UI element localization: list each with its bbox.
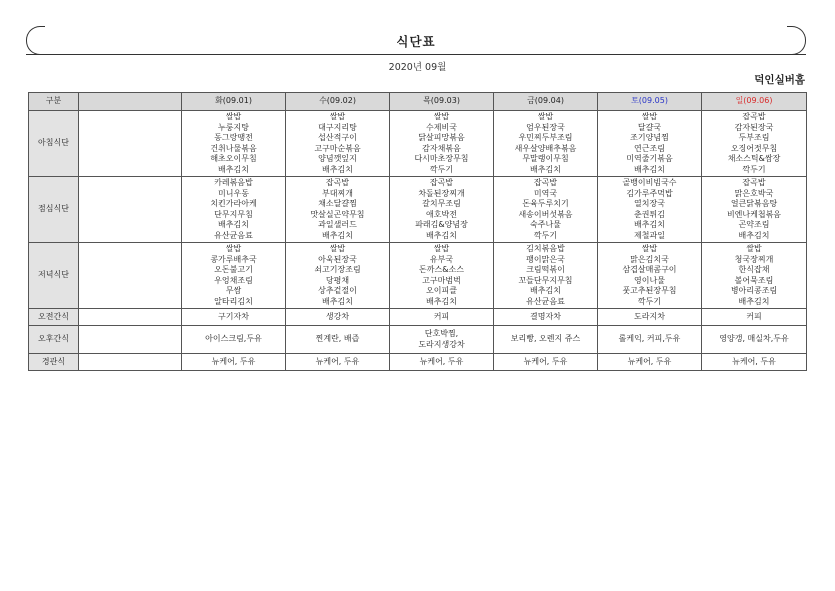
menu-item: 쌀밥 bbox=[329, 244, 346, 253]
menu-item: 크림떡볶이 bbox=[526, 265, 565, 274]
menu-cell bbox=[182, 354, 286, 371]
menu-item: 갈치무조림 bbox=[422, 199, 461, 208]
blank-cell bbox=[79, 354, 182, 371]
menu-item: 양념깻잎지 bbox=[318, 154, 357, 163]
menu-cell bbox=[182, 243, 286, 309]
menu-cell bbox=[286, 326, 390, 354]
header-blank bbox=[79, 93, 182, 111]
menu-item: 배추김치 bbox=[634, 164, 665, 174]
table-row bbox=[29, 111, 807, 177]
menu-item: 배추김치 bbox=[530, 286, 561, 295]
menu-item: 감자된장국 bbox=[734, 122, 774, 132]
menu-cell bbox=[286, 309, 390, 326]
day-header: 수(09.02) bbox=[286, 93, 390, 111]
menu-cell bbox=[598, 326, 702, 354]
menu-item: 열치장국 bbox=[634, 199, 665, 208]
menu-item: 꼬들단무지무침 bbox=[518, 275, 573, 285]
menu-item: 볼어묵조림 bbox=[734, 275, 774, 285]
menu-cell bbox=[702, 111, 807, 177]
menu-item: 카레볶음밥 bbox=[214, 178, 253, 187]
menu-item: 차돌된장찌개 bbox=[418, 188, 465, 198]
day-header: 목(09.03) bbox=[390, 93, 494, 111]
menu-cell bbox=[390, 354, 494, 371]
menu-item: 병아리콩조림 bbox=[730, 286, 778, 295]
menu-item: 쌀밥 bbox=[433, 112, 450, 121]
menu-cell bbox=[286, 111, 390, 177]
menu-item: 미니우동 bbox=[218, 188, 249, 198]
menu-item: 롤케익, 커피,두유 bbox=[618, 334, 681, 344]
menu-item: 결명자차 bbox=[530, 311, 561, 321]
row-label: 오전간식 bbox=[29, 309, 79, 326]
menu-cell bbox=[182, 309, 286, 326]
menu-item: 배추김치 bbox=[322, 296, 353, 306]
menu-item: 한식잡채 bbox=[738, 265, 770, 274]
menu-item: 엄우된장국 bbox=[526, 122, 565, 132]
menu-item: 쌀밥 bbox=[641, 112, 658, 121]
menu-cell bbox=[286, 243, 390, 309]
menu-item: 무말랭이무침 bbox=[522, 154, 569, 163]
day-header: 금(09.04) bbox=[494, 93, 598, 111]
menu-item: 배추김치 bbox=[530, 164, 561, 174]
title-banner bbox=[26, 26, 806, 55]
menu-item: 아욱된장국 bbox=[318, 254, 357, 264]
menu-cell bbox=[182, 326, 286, 354]
row-label: 오후간식 bbox=[29, 326, 79, 354]
menu-item: 섭산적구이 bbox=[318, 133, 357, 142]
day-header-sunday: 일(09.06) bbox=[702, 93, 807, 111]
menu-cell bbox=[598, 243, 702, 309]
menu-item: 해초오이무침 bbox=[210, 154, 257, 163]
menu-item: 오이피클 bbox=[426, 286, 457, 295]
menu-item: 깍두기 bbox=[429, 164, 454, 174]
menu-item: 뉴케어, 두유 bbox=[419, 356, 464, 366]
menu-item: 뉴케어, 두유 bbox=[315, 356, 360, 366]
menu-cell bbox=[494, 354, 598, 371]
menu-cell bbox=[286, 354, 390, 371]
menu-cell bbox=[702, 309, 807, 326]
menu-item: 김치볶음밥 bbox=[526, 244, 565, 253]
menu-item: 제철과일 bbox=[634, 230, 665, 240]
organization-name: 덕인실버홈 bbox=[754, 74, 805, 86]
menu-item: 잡곡밥 bbox=[429, 178, 454, 187]
row-label: 저녁식단 bbox=[29, 243, 79, 309]
menu-item: 골뱅이비빔국수 bbox=[622, 178, 677, 187]
menu-item: 고구마범벅 bbox=[422, 275, 461, 285]
menu-item: 뉴케어, 두유 bbox=[732, 356, 776, 366]
menu-cell bbox=[598, 354, 702, 371]
menu-item: 쌀밥 bbox=[225, 244, 242, 253]
menu-item: 잡곡밥 bbox=[742, 112, 766, 121]
menu-cell bbox=[598, 177, 702, 243]
table-row bbox=[29, 243, 807, 309]
menu-item: 쌀밥 bbox=[225, 112, 242, 121]
menu-item: 두부조림 bbox=[738, 133, 770, 142]
table-row bbox=[29, 354, 807, 371]
menu-item: 뉴케어, 두유 bbox=[523, 356, 568, 366]
menu-item: 배추김치 bbox=[738, 296, 770, 306]
menu-item: 깍두기 bbox=[637, 296, 662, 306]
menu-item: 단호박찜, bbox=[424, 329, 459, 338]
menu-item: 춘권튀김 bbox=[634, 209, 665, 219]
page-title: 식단표 bbox=[396, 34, 436, 49]
menu-cell bbox=[390, 177, 494, 243]
menu-cell bbox=[494, 243, 598, 309]
menu-cell bbox=[494, 309, 598, 326]
menu-item: 우민찌두부조림 bbox=[518, 133, 573, 142]
menu-item: 새송이버섯볶음 bbox=[518, 209, 573, 219]
menu-item: 동그랑땡전 bbox=[214, 133, 253, 142]
menu-item: 대구지리탕 bbox=[318, 122, 357, 132]
menu-item: 잡곡밥 bbox=[533, 178, 558, 187]
menu-table bbox=[28, 92, 807, 371]
table-row bbox=[29, 177, 807, 243]
menu-cell bbox=[182, 177, 286, 243]
menu-item: 곤약조림 bbox=[738, 220, 770, 229]
table-row bbox=[29, 326, 807, 354]
menu-item: 고구마순볶음 bbox=[314, 143, 361, 153]
menu-item: 커피 bbox=[433, 311, 450, 321]
menu-cell bbox=[702, 354, 807, 371]
menu-item: 쌀밥 bbox=[329, 112, 346, 121]
menu-item: 배추김치 bbox=[322, 164, 353, 174]
day-header-saturday: 토(09.05) bbox=[598, 93, 702, 111]
menu-cell bbox=[702, 177, 807, 243]
menu-item: 단무지무침 bbox=[214, 209, 253, 219]
menu-item: 부대찌개 bbox=[322, 188, 353, 198]
menu-item: 찐계란, 배즙 bbox=[315, 334, 360, 344]
menu-item: 잡곡밥 bbox=[742, 178, 766, 187]
menu-item: 유부국 bbox=[429, 254, 454, 264]
menu-item: 깍두기 bbox=[533, 230, 558, 240]
row-label: 아침식단 bbox=[29, 111, 79, 177]
menu-cell bbox=[390, 111, 494, 177]
menu-item: 삼겹살매콤구이 bbox=[622, 265, 677, 274]
menu-item: 김가루주먹밥 bbox=[626, 188, 673, 198]
day-header: 화(09.01) bbox=[182, 93, 286, 111]
menu-item: 쌀밥 bbox=[641, 244, 658, 253]
menu-cell bbox=[182, 111, 286, 177]
menu-item: 도라지생강차 bbox=[418, 339, 465, 349]
menu-item: 오돈불고기 bbox=[214, 265, 253, 274]
menu-item: 뉴케어, 두유 bbox=[211, 356, 256, 366]
menu-item: 콩가루배추국 bbox=[210, 254, 257, 264]
menu-cell bbox=[598, 309, 702, 326]
menu-cell bbox=[494, 326, 598, 354]
menu-item: 과일샐러드 bbox=[318, 220, 357, 229]
menu-item: 당평채 bbox=[325, 275, 350, 285]
blank-cell bbox=[79, 326, 182, 354]
blank-cell bbox=[79, 309, 182, 326]
menu-item: 애호박전 bbox=[426, 209, 457, 219]
menu-item: 배추김치 bbox=[634, 220, 665, 229]
menu-date: 2020년 09월 bbox=[388, 62, 447, 73]
menu-item: 감자채볶음 bbox=[422, 143, 461, 153]
table-row bbox=[29, 309, 807, 326]
menu-cell bbox=[286, 177, 390, 243]
menu-cell bbox=[390, 243, 494, 309]
menu-item: 수제비국 bbox=[426, 122, 457, 132]
menu-item: 채소달걀찜 bbox=[318, 199, 357, 208]
menu-item: 숙주나물 bbox=[530, 220, 561, 229]
menu-item: 쌀밥 bbox=[537, 112, 554, 121]
menu-item: 쌀밥 bbox=[433, 244, 450, 253]
menu-item: 구기자차 bbox=[218, 311, 249, 321]
menu-item: 맛살실곤약무침 bbox=[310, 209, 365, 219]
menu-item: 유산균음료 bbox=[214, 230, 253, 240]
menu-item: 청국장찌개 bbox=[734, 254, 774, 264]
row-label: 점심식단 bbox=[29, 177, 79, 243]
menu-item: 배추김치 bbox=[426, 230, 457, 240]
banner-right-cap bbox=[787, 26, 806, 55]
menu-item: 건취나물볶음 bbox=[210, 143, 257, 153]
menu-item: 오징어젓무침 bbox=[730, 143, 778, 153]
row-label: 경관식 bbox=[29, 354, 79, 371]
menu-item: 파래김&양념장 bbox=[415, 220, 468, 229]
menu-item: 팽이맑은국 bbox=[526, 254, 565, 264]
menu-item: 유산균음료 bbox=[526, 296, 565, 306]
header-row bbox=[29, 93, 807, 111]
menu-item: 무쌈 bbox=[225, 286, 242, 295]
menu-item: 쌀밥 bbox=[746, 244, 762, 253]
menu-item: 보리빵, 오렌지 쥬스 bbox=[510, 334, 581, 344]
menu-cell bbox=[494, 177, 598, 243]
menu-item: 커피 bbox=[746, 311, 762, 321]
menu-item: 얼큰닭볶음탕 bbox=[730, 199, 778, 208]
menu-item: 다시마초장무침 bbox=[414, 154, 469, 163]
menu-item: 돈까스&소스 bbox=[419, 265, 464, 274]
menu-item: 도라지차 bbox=[634, 311, 665, 321]
menu-item: 배추김치 bbox=[218, 164, 249, 174]
menu-item: 생강차 bbox=[325, 311, 350, 321]
menu-item: 돈육두루치기 bbox=[522, 199, 569, 208]
menu-cell bbox=[702, 243, 807, 309]
corner-label: 구분 bbox=[29, 93, 79, 111]
menu-cell bbox=[390, 326, 494, 354]
blank-cell bbox=[79, 243, 182, 309]
menu-item: 상추겉절이 bbox=[318, 286, 357, 295]
menu-item: 달걀국 bbox=[637, 122, 662, 132]
menu-item: 누룽지탕 bbox=[218, 122, 249, 132]
menu-item: 비엔나케첩볶음 bbox=[726, 209, 782, 219]
menu-item: 미역국 bbox=[533, 188, 558, 198]
menu-item: 배추김치 bbox=[738, 230, 770, 240]
menu-item: 영양갱, 매실차,두유 bbox=[719, 334, 789, 344]
menu-cell bbox=[598, 111, 702, 177]
menu-item: 맑은호박국 bbox=[734, 188, 774, 198]
menu-cell bbox=[494, 111, 598, 177]
menu-item: 연근조림 bbox=[634, 143, 665, 153]
menu-item: 배추김치 bbox=[426, 296, 457, 306]
menu-item: 잡곡밥 bbox=[325, 178, 350, 187]
menu-item: 뉴케어, 두유 bbox=[627, 356, 672, 366]
menu-item: 치킨가라아케 bbox=[210, 199, 257, 208]
menu-item: 우엉채조림 bbox=[214, 275, 253, 285]
menu-item: 깍두기 bbox=[742, 164, 766, 174]
menu-cell bbox=[390, 309, 494, 326]
menu-item: 영이나물 bbox=[634, 275, 665, 285]
menu-item: 채소스틱&쌈장 bbox=[727, 154, 781, 163]
menu-item: 조기양념찜 bbox=[630, 133, 669, 142]
menu-item: 맑은김치국 bbox=[630, 254, 669, 264]
blank-cell bbox=[79, 177, 182, 243]
menu-item: 닭살피망볶음 bbox=[418, 133, 465, 142]
menu-item: 아이스크림,두유 bbox=[205, 334, 262, 344]
menu-cell bbox=[702, 326, 807, 354]
menu-item: 풋고추된장무침 bbox=[622, 286, 677, 295]
menu-item: 배추김치 bbox=[218, 220, 249, 229]
menu-item: 배추김치 bbox=[322, 230, 353, 240]
menu-item: 새우살양배추볶음 bbox=[514, 143, 577, 153]
menu-item: 알타리김치 bbox=[214, 296, 253, 306]
blank-cell bbox=[79, 111, 182, 177]
menu-item: 쇠고기장조림 bbox=[314, 265, 361, 274]
menu-item: 미역줄기볶음 bbox=[626, 154, 673, 163]
